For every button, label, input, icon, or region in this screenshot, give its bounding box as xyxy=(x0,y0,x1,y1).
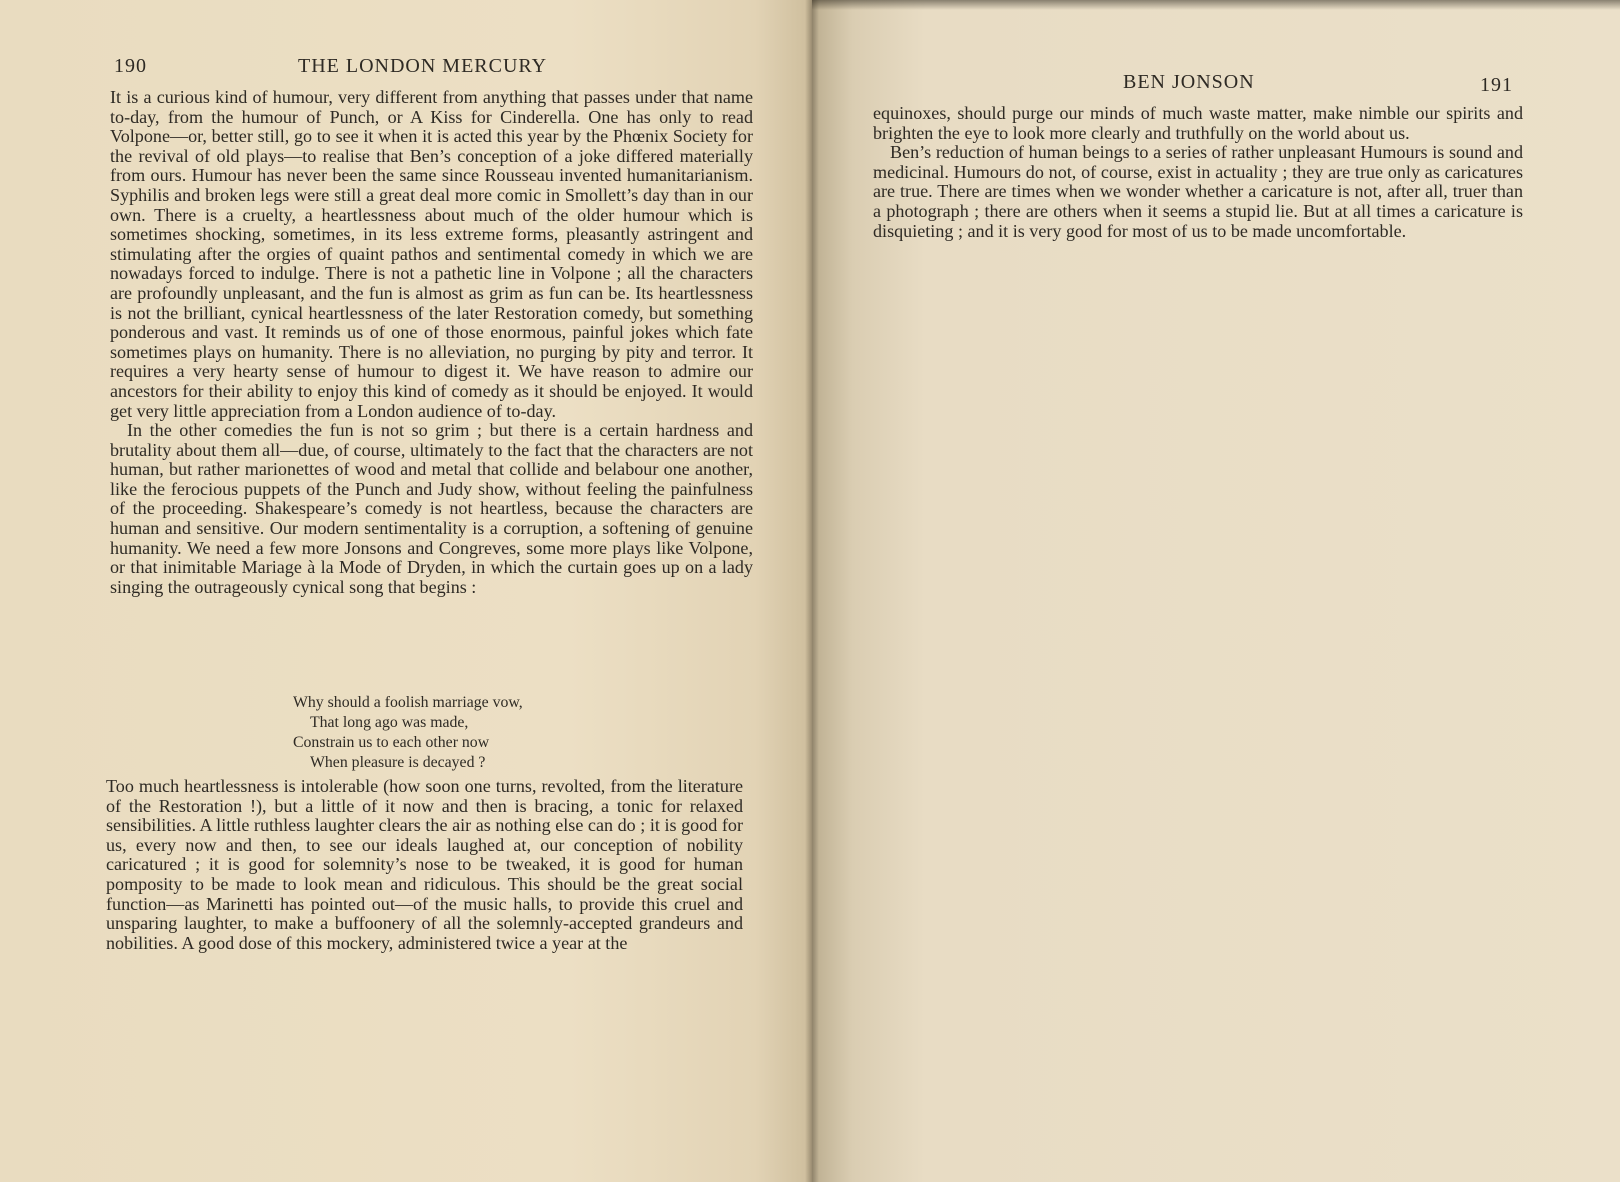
body-text-top xyxy=(110,88,753,597)
paragraph-2: In the other comedies the fun is not so grim ; but there is a certain hardness and brutality about them all—due, of course, ultimately to the fact that the characters are not human, but rather marionettes of wood and metal that collide and belabour one another, like the ferocious puppets of the Punch and Judy show, without feeling the painfulness of the proceeding. Shakespeare’s comedy is not heartless, because the characters are human and sensitive. Our modern sentimentality is a corruption, a softening of genuine humanity. We need a few more Jonsons and Congreves, some more plays like Volpone, or that inimitable Mariage à la Mode of Dryden, in which the curtain goes up on a lady singing the outrageously cynical song that begins : xyxy=(110,420,753,597)
book-gutter xyxy=(805,0,819,1182)
paragraph-3: Too much heartlessness is intolerable (how soon one turns, revolted, from the literature of the Restoration !), but a little of it now and then is bracing, a tonic for relaxed sensibilities. A little ruthless laughter clears the air as nothing else can do ; it is good for us, every now and then, to see our ideals laughed at, our conception of nobility caricatured ; it is good for solemnity’s nose to be tweaked, it is good for human pomposity to be made to look mean and ridiculous. This should be the great social function—as Marinetti has pointed out—of the music halls, to provide this cruel and unsparing laughter, to make a buffoonery of all the solemnly-accepted grandeurs and nobilities. A good dose of this mockery, administered twice a year at the xyxy=(106,776,743,953)
running-head-left: THE LONDON MERCURY xyxy=(298,55,548,77)
verse-line-4: When pleasure is decayed ? xyxy=(310,754,486,771)
page-number-left: 190 xyxy=(114,55,147,77)
right-page xyxy=(812,0,1620,1182)
verse-line-2: That long ago was made, xyxy=(310,714,469,731)
paragraph-1: It is a curious kind of humour, very different from anything that passes under that name to-day, from the humour of Punch, or A Kiss for Cinderella. One has only to read Volpone—or, better still, go to see it when it is acted this year by the Phœnix Society for the revival of old plays—to realise that Ben’s conception of a joke differed materially from ours. Humour has never been the same since Rousseau invented humanitarianism. Syphilis and broken legs were still a great deal more comic in Smollett’s day than in our own. There is a cruelty, a heartlessness about much of the older humour which is sometimes shocking, sometimes, in its less extreme forms, pleasantly astringent and stimulating after the orgies of quaint pathos and sentimental comedy in which we are nowadays forced to indulge. There is not a pathetic line in Volpone ; all the characters are profoundly unpleasant, and the fun is almost as grim as fun can be. Its heartlessness is not the brilliant, cynical heartlessness of the later Restoration comedy, but something ponderous and vast. It reminds us of one of those enormous, painful jokes which fate sometimes plays on humanity. There is no alleviation, no purging by pity and terror. It requires a very hearty sense of humour to digest it. We have reason to admire our ancestors for their ability to enjoy this kind of comedy as it should be enjoyed. It would get very little appreciation from a London audience of to-day. xyxy=(110,87,753,421)
running-head-right: BEN JONSON xyxy=(1123,71,1255,93)
verse-line-3: Constrain us to each other now xyxy=(293,734,490,751)
body-text-bottom xyxy=(106,777,743,953)
verse-quote xyxy=(293,693,523,773)
paragraph-right-2: Ben’s reduction of human beings to a series of rather unpleasant Humours is sound and medicinal. Humours do not, of course, exist in actuality ; they are true only as caricatures are true. There are times when we wonder whether a caricature is not, after all, truer than a photograph ; there are others when it seems a stupid lie. But at all times a caricature is disquieting ; and it is very good for most of us to be made uncomfortable. xyxy=(873,142,1523,241)
verse-line-1: Why should a foolish marriage vow, xyxy=(293,694,523,711)
body-text-right xyxy=(873,104,1523,241)
page-number-right: 191 xyxy=(1480,74,1513,96)
paragraph-right-1: equinoxes, should purge our minds of much waste matter, make nimble our spirits and brighten the eye to look more clearly and truthfully on the world about us. xyxy=(873,103,1523,143)
page-edge-shadow xyxy=(812,0,1620,10)
